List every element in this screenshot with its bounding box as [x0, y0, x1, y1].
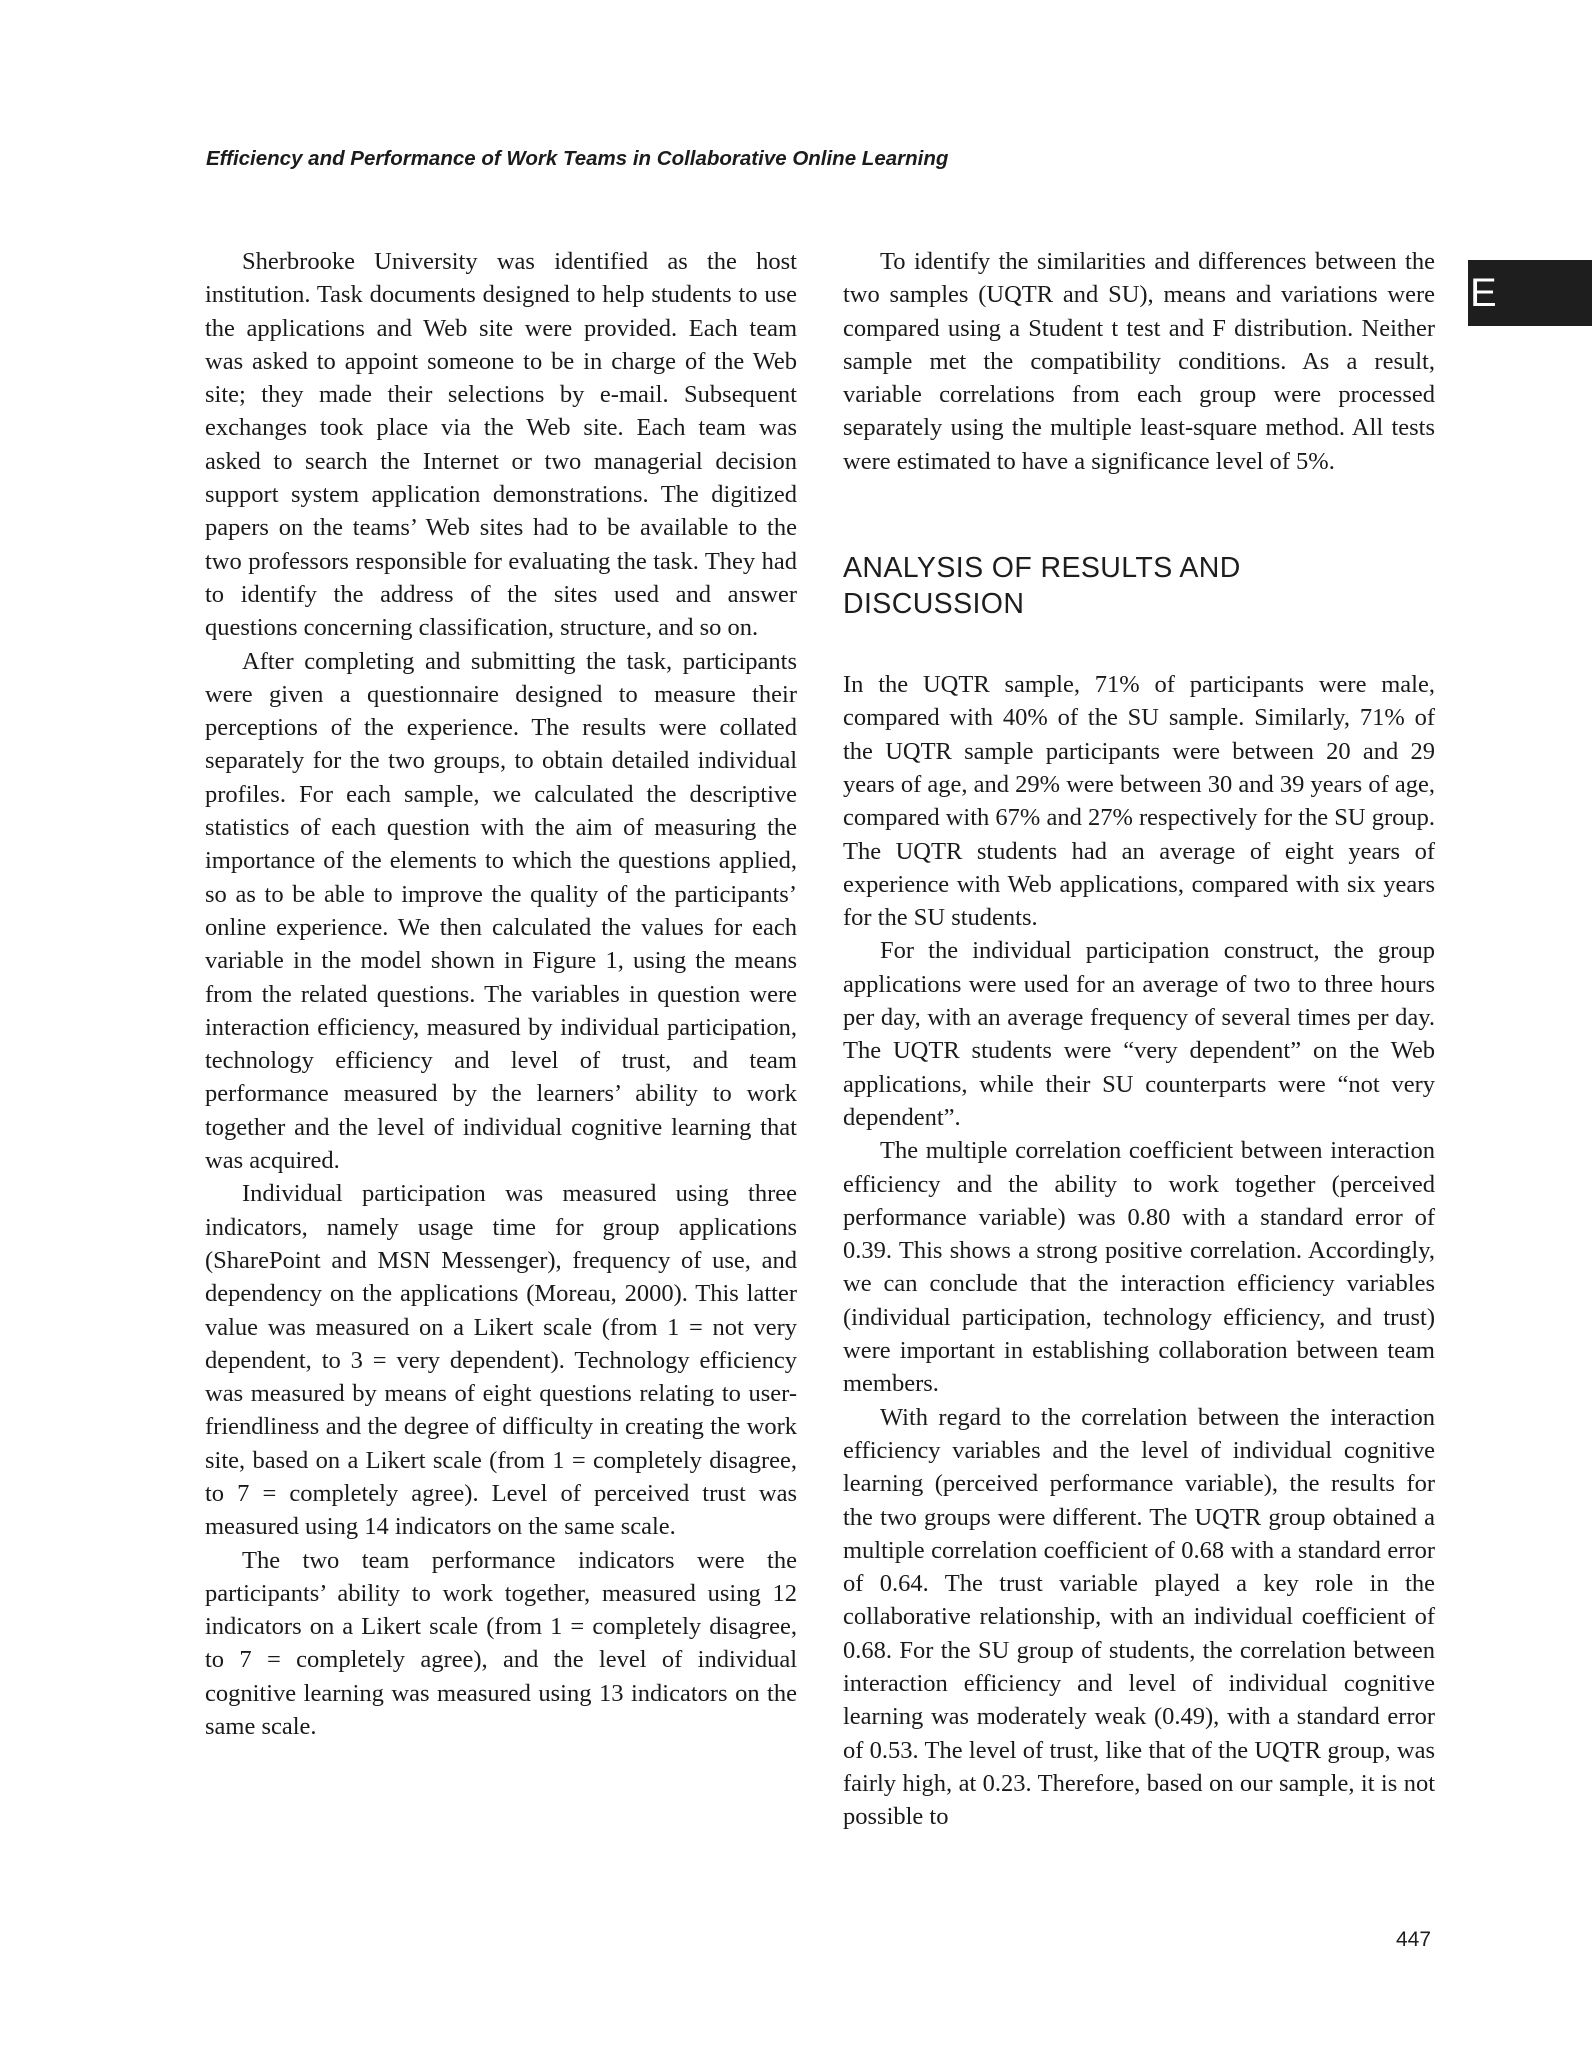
- section-heading-line: DISCUSSION: [843, 588, 1025, 621]
- left-column: [205, 245, 797, 1743]
- body-paragraph: Sherbrooke University was identified as the host institution. Task documents designed to help students to use the applications and Web site were provided. Each team was asked to appoint someone to be in charge of the Web site; they made their selections by e-mail. Subsequent exchanges took place via the Web site. Each team was asked to search the Internet or two managerial decision support system application demonstrations. The digitized papers on the teams’ Web sites had to be available to the two professors responsible for evaluating the task. They had to identify the address of the sites used and answer questions concerning classification, structure, and so on.: [205, 248, 797, 642]
- body-paragraph: In the UQTR sample, 71% of participants were male, compared with 40% of the SU sample. Similarly, 71% of the UQTR sample participants were between 20 and 29 years of age, and 29% were between 30 and 39 years of age, compared with 67% and 27% respectively for the SU group. The UQTR students had an average of eight years of experience with Web applications, compared with six years for the SU students.: [843, 671, 1435, 932]
- page-number: 447: [1396, 1928, 1432, 1951]
- body-paragraph: With regard to the correlation between the interaction efficiency variables and the level of individual cognitive learning (perceived performance variable), the results for the two groups were different. The UQTR group obtained a multiple correlation coefficient of 0.68 with a standard error of 0.64. The trust variable played a key role in the collaborative relationship, with an individual coefficient of 0.68. For the SU group of students, the correlation between interaction efficiency and level of individual cognitive learning was moderately weak (0.49), with a standard error of 0.53. The level of trust, like that of the UQTR group, was fairly high, at 0.23. Therefore, based on our sample, it is not possible to: [843, 1403, 1435, 1831]
- body-paragraph: To identify the similarities and differences between the two samples (UQTR and SU), means and variations were compared using a Student t test and F distribution. Neither sample met the compatibility conditions. As a result, variable correlations from each group were processed separately using the multiple least-square method. All tests were estimated to have a significance level of 5%.: [843, 248, 1435, 475]
- section-tab-letter: E: [1468, 260, 1592, 326]
- body-paragraph: The two team performance indicators were the participants’ ability to work together, measured using 12 indicators on a Likert scale (from 1 = completely disagree, to 7 = completely agree), and the level of individual cognitive learning was measured using 13 indicators on the same scale.: [205, 1546, 797, 1741]
- body-paragraph: The multiple correlation coefficient between interaction efficiency and the ability to work together (perceived performance variable) was 0.80 with a standard error of 0.39. This shows a strong positive correlation. Accordingly, we can conclude that the interaction efficiency variables (individual participation, technology efficiency, and trust) were important in establishing collaboration between team members.: [843, 1137, 1435, 1398]
- running-title: Efficiency and Performance of Work Teams in Collaborative Online Learning: [206, 147, 949, 170]
- body-paragraph: For the individual participation construct, the group applications were used for an average of two to three hours per day, with an average frequency of several times per day. The UQTR students were “very dependent” on the Web applications, while their SU counterparts were “not very dependent”.: [843, 937, 1435, 1131]
- section-heading-line: ANALYSIS OF RESULTS AND: [843, 552, 1241, 585]
- right-column: [843, 245, 1435, 1833]
- body-paragraph: Individual participation was measured using three indicators, namely usage time for group applications (SharePoint and MSN Messenger), frequency of use, and dependency on the applications (Moreau, 2000). This latter value was measured on a Likert scale (from 1 = not very dependent, to 3 = very dependent). Technology efficiency was measured by means of eight questions relating to user-friendliness and the degree of difficulty in creating the work site, based on a Likert scale (from 1 = completely disagree, to 7 = completely agree). Level of perceived trust was measured using 14 indicators on the same scale.: [205, 1180, 797, 1541]
- section-heading: [843, 550, 1435, 622]
- body-paragraph: After completing and submitting the task, participants were given a questionnaire designed to measure their perceptions of the experience. The results were collated separately for the two groups, to obtain detailed individual profiles. For each sample, we calculated the descriptive statistics of each question with the aim of measuring the importance of the elements to which the questions applied, so as to be able to improve the quality of the participants’ online experience. We then calculated the values for each variable in the model shown in Figure 1, using the means from the related questions. The variables in question were interaction efficiency, measured by individual participation, technology efficiency and level of trust, and team performance measured by the learners’ ability to work together and the level of individual cognitive learning that was acquired.: [205, 647, 797, 1175]
